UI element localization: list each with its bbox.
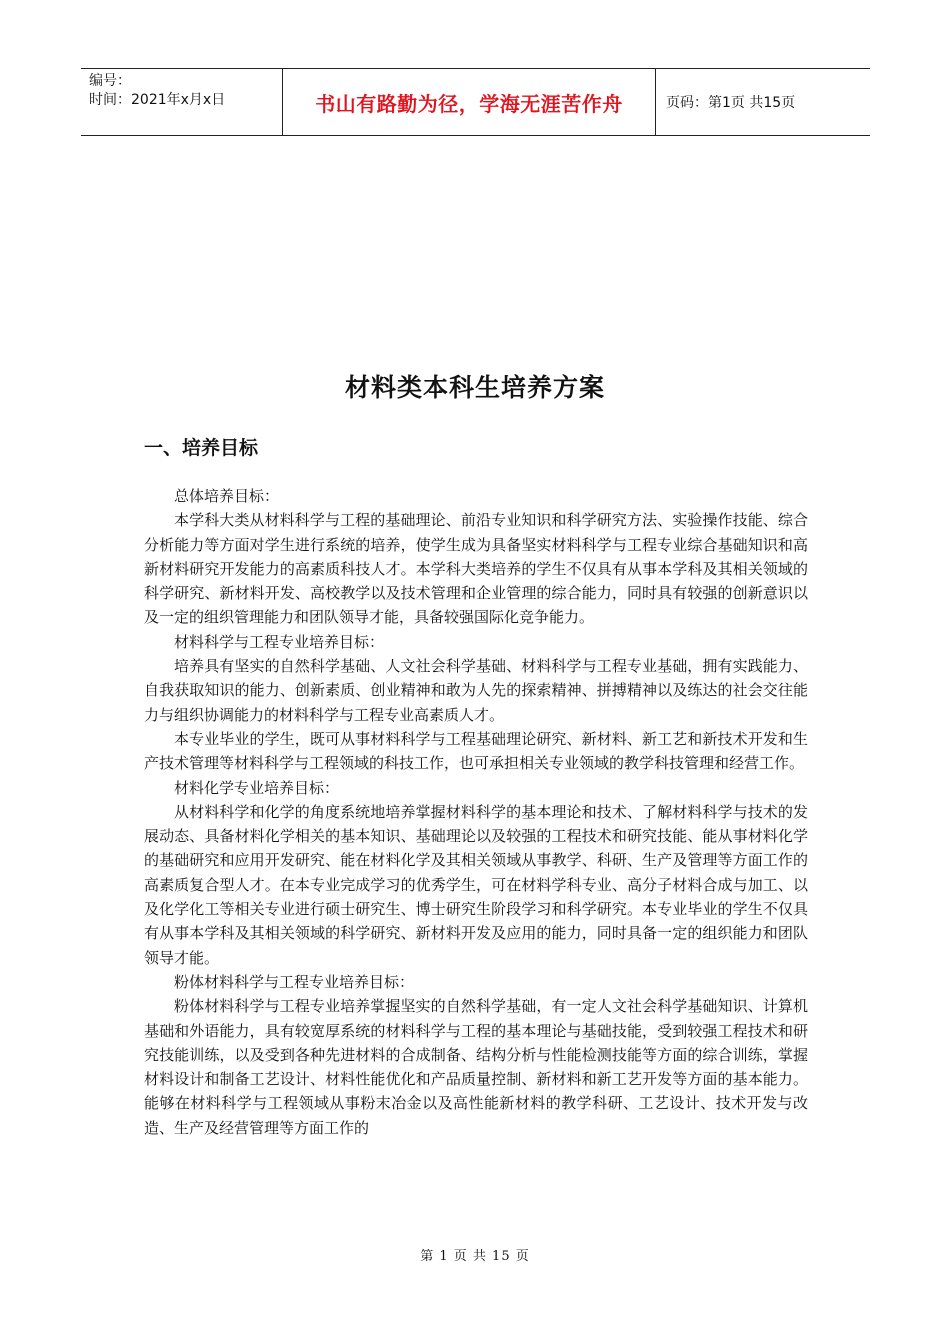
time-label: 时间：2021年x月x日 bbox=[89, 92, 226, 108]
header-page-info: 页码：第1页 共15页 bbox=[666, 95, 796, 111]
paragraph: 本专业毕业的学生，既可从事材料科学与工程基础理论研究、新材料、新工艺和新技术开发和生产技术管理等材料科学与工程领域的科技工作，也可承担相关专业领域的教学科技管理和经营工作。 bbox=[144, 729, 808, 773]
paragraph: 总体培养目标： bbox=[174, 487, 280, 505]
paragraph: 培养具有坚实的自然科学基础、人文社会科学基础、材料科学与工程专业基础，拥有实践能力、自我获取知识的能力、创新素质、创业精神和敢为人先的探索精神、拼搏精神以及练达的社会交往能力与组织协调能力的材料科学与工程专业高素质人才。 bbox=[144, 657, 808, 724]
document-title: 材料类本科生培养方案 bbox=[344, 373, 605, 402]
header-meta bbox=[81, 69, 282, 135]
page-header bbox=[81, 68, 870, 136]
paragraph: 粉体材料科学与工程专业培养目标： bbox=[174, 972, 415, 991]
paragraph: 材料化学专业培养目标： bbox=[174, 778, 340, 797]
paragraph: 本学科大类从材料科学与工程的基础理论、前沿专业知识和科学研究方法、实验操作技能、综合分析能力等方面对学生进行系统的培养，使学生成为具备坚实材料科学与工程专业综合基础知识和高新材料研究开发能力的高素质科技人才。本学科大类培养的学生不仅具有从事本学科及其相关领域的科学研究、新材料开发、高校教学以及技术管理和企业管理的综合能力，同时具有较强的创新意识以及一定的组织管理能力和团队领导才能，具备较强国际化竞争能力。 bbox=[144, 511, 808, 627]
page-footer: 第 1 页 共 15 页 bbox=[420, 1249, 530, 1264]
paragraph: 材料科学与工程专业培养目标： bbox=[174, 632, 385, 651]
paragraph: 粉体材料科学与工程专业培养掌握坚实的自然科学基础，有一定人文社会科学基础知识、计算机基础和外语能力，具有较宽厚系统的材料科学与工程的基本理论与基础技能，受到较强工程技术和研究技能训练，以及受到各种先进材料的合成制备、结构分析与性能检测技能等方面的综合训练，掌握材料设计和制备工艺设计、材料性能优化和产品质量控制、新材料和新工艺开发等方面的基本能力。能够在材料科学与工程领域从事粉末冶金以及高性能新材料的教学科研、工艺设计、技术开发与改造、生产及经营管理等方面工作的 bbox=[144, 997, 808, 1137]
paragraph: 从材料科学和化学的角度系统地培养掌握材料科学的基本理论和技术、了解材料科学与技术的发展动态、具备材料化学相关的基本知识、基础理论以及较强的工程技术和研究技能、能从事材料化学的基础研究和应用开发研究、能在材料化学及其相关领域从事教学、科研、生产及管理等方面工作的高素质复合型人才。在本专业完成学习的优秀学生，可在材料学科专业、高分子材料合成与加工、以及化学化工等相关专业进行硕士研究生、博士研究生阶段学习和科学研究。本专业毕业的学生不仅具有从事本学科及其相关领域的科学研究、新材料开发及应用的能力，同时具备一定的组织能力和团队领导才能。 bbox=[144, 802, 808, 967]
number-label: 编号： bbox=[89, 73, 131, 89]
document-body bbox=[144, 484, 808, 1140]
header-motto: 书山有路勤为径，学海无涯苦作舟 bbox=[282, 69, 656, 135]
section-heading: 一、培养目标 bbox=[144, 437, 259, 459]
